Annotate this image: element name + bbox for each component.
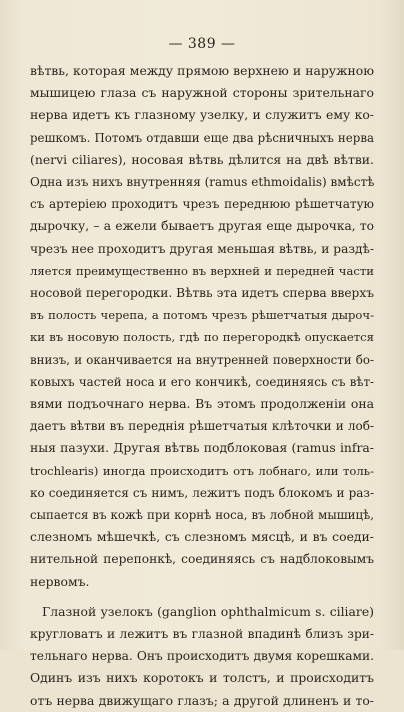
paragraph-ciliary-ganglion <box>30 601 374 712</box>
text-line: въ полость черепа, а потомъ чрезъ рѣшетчатыя дыроч- <box>30 308 374 323</box>
text-line: внизъ, и оканчивается на внутренней поверхности бо- <box>30 352 374 367</box>
text-line: вями подъочнаго нерва. Въ этомъ продолженіи она <box>30 396 374 412</box>
text-line: Одна изъ нихъ внутренняя (ramus ethmoidalis) вмѣстѣ <box>30 175 374 190</box>
text-line: trochlearis) иногда происходитъ отъ лобнаго, или толь- <box>30 463 374 478</box>
text-line: кругловатъ и лежитъ въ глазной впадинѣ близъ зри- <box>30 627 374 642</box>
text-line: чрезъ нее проходитъ другая меньшая вѣтвь, и раздѣ- <box>30 241 374 256</box>
text-line: нерва идетъ къ глазному узелку, и служитъ ему ко- <box>30 107 374 123</box>
text-line: ко соединяется съ нимъ, лежитъ подъ блокомъ и раз- <box>30 485 374 500</box>
text-line: отъ нерва движущаго глазъ; а другой длиненъ и то- <box>30 692 374 708</box>
text-line: (nervi ciliares), носовая вѣтвь дѣлится на двѣ вѣтви. <box>30 151 374 167</box>
text-line: мышицею глаза съ наружной стороны зрительнаго <box>30 85 374 101</box>
text-line: решкомъ. Потомъ отдавши еще два рѣсничныхъ нерва <box>30 130 374 145</box>
paragraph-gap <box>30 593 374 601</box>
text-line: ки въ носовую полость, гдѣ по перегородкѣ опускается <box>30 330 374 345</box>
text-line: носовой перегородки. Вѣтвь эта идетъ сперва вверхъ <box>30 286 374 301</box>
text-line: Глазной узелокъ (ganglion ophthalmicum s. ciliare) <box>42 603 374 619</box>
text-line: нервомъ. <box>30 573 90 589</box>
text-line: ныя пазухи. Другая вѣтвь подблоковая (ramus infra- <box>30 440 374 456</box>
text-line: ковыхъ частей носа и его кончикѣ, соединяясь съ вѣт- <box>30 374 374 389</box>
text-line: вѣтвь, которая между прямою верхнею и наружною <box>30 63 374 78</box>
text-line: даетъ вѣтви въ переднія рѣшетчатыя клѣточки и лоб- <box>30 419 374 434</box>
text-line: слезномъ мѣшечкѣ, съ слезномъ мясцѣ, и въ соеди- <box>30 529 374 545</box>
text-line: съ артеріею проходитъ чрезъ переднюю рѣшетчатую <box>30 197 374 212</box>
text-line: ляется преимущественно въ верхней и передней части <box>30 263 374 278</box>
text-line: тельнаго нерва. Онъ происходитъ двумя корешками. <box>30 649 374 664</box>
text-line: дырочку, – а ежели бываетъ другая еще дырочка, то <box>30 219 374 234</box>
text-line: нительной перепонкѣ, соединяясь съ надблоковымъ <box>30 552 374 567</box>
text-line: сыпается въ кожѣ при корнѣ носа, въ лобной мышицѣ, <box>30 508 374 523</box>
body-text <box>30 60 374 712</box>
page-number: — 389 — <box>168 36 236 52</box>
paragraph-nasal-branch <box>30 60 374 593</box>
text-line: Одинъ изъ нихъ коротокъ и толстъ, и происходитъ <box>30 670 374 686</box>
